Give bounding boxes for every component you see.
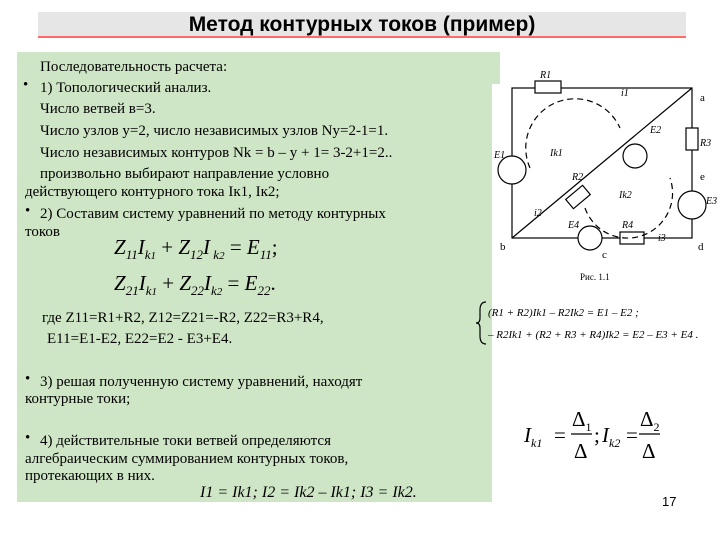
ik1-label: $I_{k1}$ (524, 423, 543, 450)
label-e3: E3 (706, 196, 718, 207)
source-e2 (623, 144, 647, 168)
step2-text: 2) Составим систему уравнений по методу контурных (40, 206, 386, 222)
svg-text:Δ: Δ (642, 439, 656, 463)
label-node-c: c (602, 249, 607, 261)
label-e2: E2 (650, 125, 662, 136)
system-equations (476, 298, 720, 348)
step3-text-cont: контурные токи; (25, 391, 131, 407)
label-e4: E4 (568, 220, 580, 231)
bullet-dot: • (25, 430, 31, 446)
equation-1: $Z_{11}I_k1 + Z_{12}I$ $_k2 = E_{11}$; (114, 235, 278, 262)
svg-text:Δ1: $\Delta_1$ (572, 407, 592, 434)
label-node-a: a (700, 92, 705, 104)
svg-text:=: = (554, 423, 566, 447)
svg-text:;: ; (594, 423, 600, 447)
label-e1: E1 (494, 150, 506, 161)
step4-text-cont2: протекающих в них. (25, 468, 155, 484)
loop-current-1 (526, 99, 620, 168)
equation-2: $Z_{21}I_k1 + Z_{22}I_k2 = E_{22}$. (114, 271, 276, 298)
label-node-e: e (700, 171, 705, 183)
label-ik2: Ik2 (619, 190, 632, 201)
label-i1: i1 (621, 88, 629, 99)
slide-title: Метод контурных токов (пример) (188, 13, 536, 36)
svg-text:=: = (626, 423, 638, 447)
label-r2: R2 (572, 172, 584, 183)
figure-caption: Рис. 1.1 (580, 272, 610, 282)
label-node-b: b (500, 241, 506, 253)
circuit-diagram (490, 68, 720, 293)
svg-text:Δ2: $\Delta_2$ (640, 407, 660, 434)
node-count: Число узлов у=2, число независимых узлов Ny=2-1=1. (40, 123, 389, 139)
title-bar (38, 12, 686, 38)
loop-equations (110, 228, 340, 300)
branch-currents: I1 = Ik1; I2 = Ik2 – Ik1; I3 = Ik2. (200, 484, 417, 501)
label-node-d: d (698, 241, 704, 253)
bullet-dot: • (25, 203, 31, 219)
loop-current-text: действующего контурного тока Iк1, Iк2; (25, 184, 280, 200)
step4-text: 4) действительные токи ветвей определяются (40, 433, 331, 449)
label-r4: R4 (622, 220, 634, 231)
label-r3: R3 (700, 138, 712, 149)
source-e3 (678, 191, 706, 219)
resistor-r2 (566, 185, 591, 208)
system-eq-1: (R1 + R2)Ik1 – R2Ik2 = E1 – E2 ; (488, 307, 639, 319)
loop-count: Число независимых контуров Nk = b – y + 1= 3-2+1=2.. (40, 145, 393, 161)
resistor-r3 (686, 128, 698, 150)
bullet-dot: • (25, 371, 31, 387)
label-i3: i3 (658, 233, 666, 244)
step3-text: 3) решая полученную систему уравнений, находят (40, 374, 363, 390)
source-e4 (578, 226, 602, 250)
left-brace (476, 302, 486, 344)
page-number: 17 (662, 494, 677, 509)
e-definitions: E11=E1-E2, E22=E2 - E3+E4. (47, 331, 233, 347)
step2-text-cont: токов (25, 224, 60, 240)
branch-count: Число ветвей в=3. (40, 101, 156, 117)
direction-text: произвольно выбирают направление условно (40, 166, 330, 182)
system-eq-2: – R2Ik1 + (R2 + R3 + R4)Ik2 = E2 – E3 + E4 . (488, 329, 699, 341)
label-ik1: Ik1 (550, 148, 563, 159)
z-definitions: где Z11=R1+R2, Z12=Z21=-R2, Z22=R3+R4, (42, 310, 324, 326)
label-i2: i2 (534, 208, 542, 219)
cramer-formula (522, 402, 662, 472)
step4-text-cont: алгебраическим суммированием контурных токов, (25, 451, 349, 467)
svg-text:Δ: Δ (574, 439, 588, 463)
step1-text: 1) Топологический анализ. (40, 80, 212, 96)
bullet-dot: • (23, 77, 29, 93)
sequence-heading: Последовательность расчета: (40, 59, 228, 75)
resistor-r1 (535, 81, 561, 93)
label-r1: R1 (540, 70, 552, 81)
ik2-label: $I_{k2}$ (602, 423, 621, 450)
